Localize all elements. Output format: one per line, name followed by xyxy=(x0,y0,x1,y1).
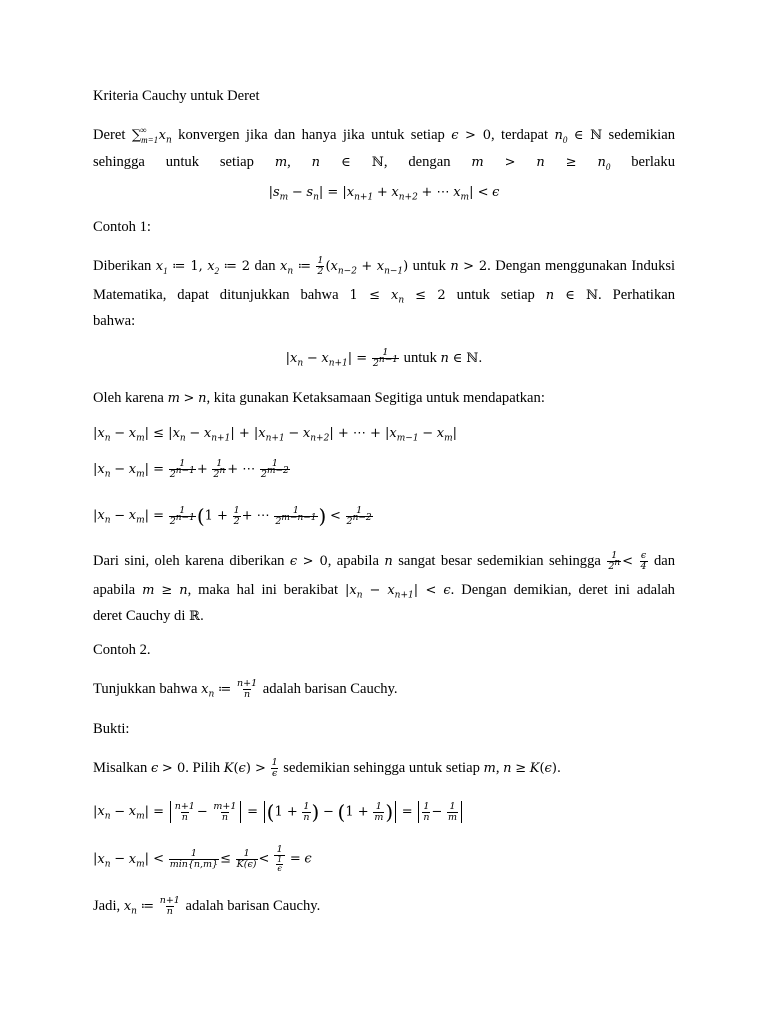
equation-proof-difference: $|x_n - x_m|$ = $\frac{n+1}{n}$ − $\frac{m+1}{n}$ = (1 + $\frac{1}{n}$ ) − (1 + $\frac{1}{m}$ ) = $\frac{1}{n}$ − $\frac{1}{m}$ xyxy=(93,800,675,824)
proof-heading: Bukti: xyxy=(93,721,130,737)
paragraph-conclusion-1-end: deret Cauchy di ℝ. xyxy=(93,608,204,624)
paragraph-example-2: Tunjukkan bahwa $x_n$ ≔ $\frac{n+1}{n}$ adalah barisan Cauchy. xyxy=(93,678,398,700)
section-title: Kriteria Cauchy untuk Deret xyxy=(93,88,260,104)
equation-proof-bound: $|x_n - x_m|$ < $\frac{1}{\min\{n,m\}}$ ≤ $\frac{1}{K(\epsilon)}$ < $\frac{1}{\frac{1}{\epsilon}}$ = ϵ xyxy=(93,844,312,874)
example-2-heading: Contoh 2. xyxy=(93,642,151,658)
equation-triangle-inequality: $|x_n - x_m| \le |x_n - x_{n+1}| + |x_{n+1} - x_{n+2}|$ + ⋯ + $|x_{m-1} - x_m|$ xyxy=(93,426,458,444)
paragraph-final: Jadi, $x_n$ ≔ $\frac{n+1}{n}$ adalah barisan Cauchy. xyxy=(93,895,321,917)
paragraph-conclusion-1: Dari sini, oleh karena diberikan ϵ > 0, apabila n sangat besar sedemikian sehingga $\frac{1}{2^n}$ < $\frac{\epsilon}{4}$ dan apabila m ≥ n, maka hal ini berakibat $|x_n - x_{n+1}| < \epsilon$. Dengan demikian, deret ini adalah xyxy=(93,550,676,601)
example-1-heading: Contoh 1: xyxy=(93,219,151,235)
equation-bound: $|x_n - x_m|$ = $\frac{1}{2^{n-1}}$ (1 + $\frac{1}{2}$ + ⋯ $\frac{1}{2^{m-n-1}}$ ) < $\frac{1}{2^{n-2}}$ xyxy=(93,504,372,528)
paragraph-example-1-end: bahwa: xyxy=(93,313,136,329)
equation-cauchy-criterion: $|s_m - s_n| = |x_{n+1} + x_{n+2}$ + ⋯ $x_m| < \epsilon$ xyxy=(268,185,500,203)
paragraph-definition: Deret $\sum_{m=1}^\infty$ $x_n$ konvergen jika dan hanya jika untuk setiap ϵ > 0, terdapat $n_0$ ∈ ℕ sedemikian sehingga untuk setiap m, n ∈ ℕ, dengan $m > n \ge n_0$ berlaku xyxy=(93,125,675,172)
paragraph-triangle: Oleh karena m > n, kita gunakan Ketaksamaan Segitiga untuk mendapatkan: xyxy=(93,390,545,406)
equation-sum: $|x_n - x_m|$ = $\frac{1}{2^{n-1}}$ + $\frac{1}{2^n}$ + ⋯ $\frac{1}{2^{m-2}}$ xyxy=(93,458,289,480)
paragraph-proof: Misalkan ϵ > 0. Pilih K(ϵ) > $\frac{1}{\epsilon}$ sedemikian sehingga untuk setiap m, n ≥ K(ϵ). xyxy=(93,757,562,779)
equation-difference: $|x_n - x_{n+1}|$ = $\frac{1}{2^{n-1}}$ untuk n ∈ ℕ. xyxy=(285,347,483,369)
paragraph-example-1: Diberikan $x_1$ ≔ 1, $x_2$ ≔ 2 dan $x_n$ ≔ $\frac{1}{2}$ $(x_{n-2} + x_{n-1})$ untuk n > 2. Dengan menggunakan Induksi Matematika, dapat ditunjukkan bahwa $1 \le x_n \le 2$ untuk setiap n ∈ ℕ. Perhatikan xyxy=(93,255,676,306)
